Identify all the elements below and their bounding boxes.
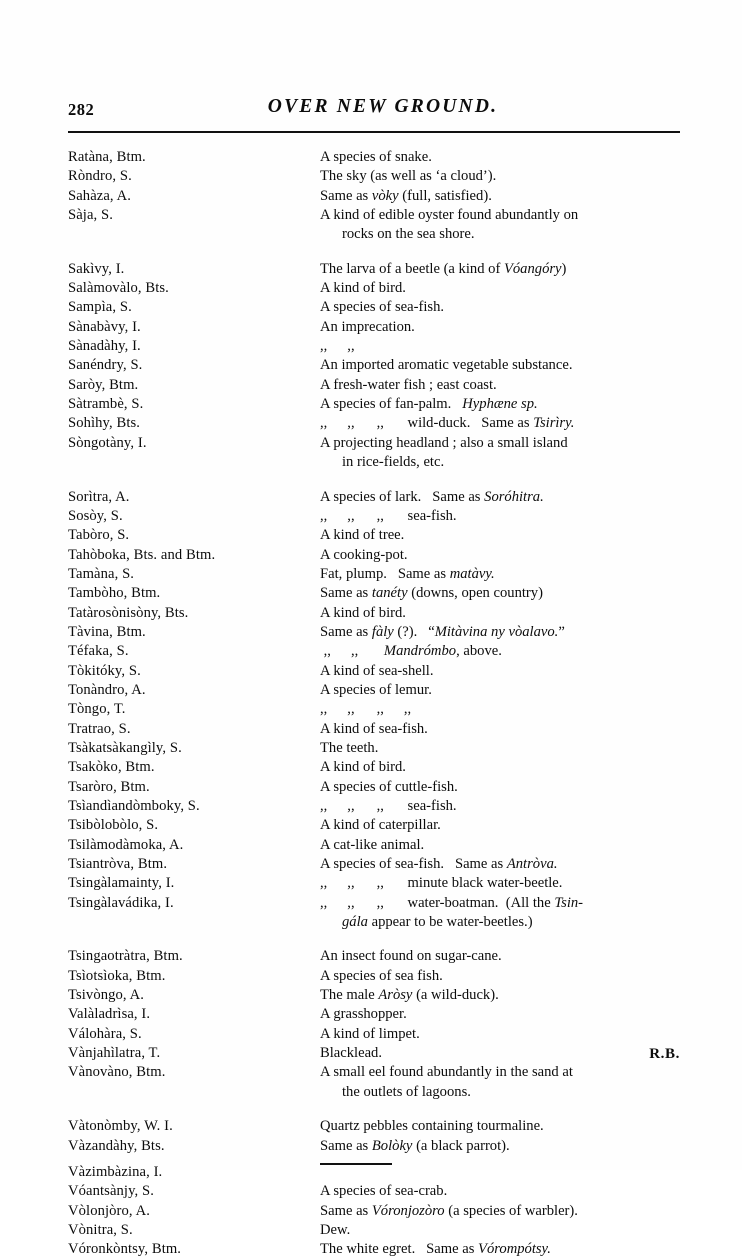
entry-headword: Sohìhy, Bts. (68, 415, 141, 432)
entry-definition: Same as Vóronjozòro (a species of warbler). (320, 1202, 578, 1219)
glossary-entry (68, 604, 684, 623)
entry-definition: A projecting headland ; also a small island in rice-fields, etc. (320, 434, 568, 471)
section-divider-rule (320, 1163, 392, 1165)
entry-definition: A cooking-pot. (320, 546, 408, 563)
entry-headword: Sàtrambè, S. (68, 396, 144, 413)
glossary-entry (68, 1221, 684, 1240)
entry-definition: A species of fan-palm. Hyphæne sp. (320, 396, 538, 413)
entry-definition: A species of snake. (320, 149, 432, 165)
header-rule (68, 131, 680, 133)
entry-headword: Valàladrìsa, I. (68, 1006, 151, 1023)
entry-definition: A kind of limpet. (320, 1025, 420, 1042)
glossary-entry (68, 986, 684, 1005)
entry-headword: Tsilàmodàmoka, A. (68, 836, 184, 853)
entry-definition: A kind of bird. (320, 280, 406, 297)
glossary-entry (68, 565, 684, 584)
entry-headword: Vàzimbàzina, I. (68, 1163, 163, 1180)
glossary-entry (68, 720, 684, 739)
glossary-entry (68, 967, 684, 986)
glossary-entry (68, 1240, 684, 1259)
running-head (68, 96, 680, 122)
glossary-entry (68, 874, 684, 893)
entry-headword: Tòkitóky, S. (68, 662, 141, 679)
entry-headword: Vàtonòmby, W. I. (68, 1118, 173, 1135)
entry-definition: A kind of sea-fish. (320, 720, 428, 737)
entry-definition: The male Aròsy (a wild-duck). (320, 987, 499, 1004)
entry-definition: ,, ,, Mandrómbo, above. (320, 643, 502, 660)
entry-definition: The white egret. Same as Vórompótsy. (320, 1241, 551, 1258)
author-initials-signature: R.B. (649, 1046, 680, 1062)
glossary-entry (68, 167, 684, 186)
entry-headword: Tsàkatsàkangìly, S. (68, 739, 182, 756)
entry-headword: Tsingàlamainty, I. (68, 875, 175, 892)
entry-headword: Sahàza, A. (68, 187, 132, 204)
glossary-entry (68, 395, 684, 414)
entry-definition: A species of sea-crab. (320, 1183, 448, 1200)
entry-headword: Sànabàvy, I. (68, 318, 141, 335)
entry-definition: A kind of sea-shell. (320, 662, 434, 679)
glossary-entry (68, 1202, 684, 1221)
entry-headword: Válohàra, S. (68, 1025, 142, 1042)
entry-definition: The sky (as well as ‘a cloud’). (320, 168, 497, 185)
entry-definition: Same as tanéty (downs, open country) (320, 585, 543, 602)
glossary-entry (68, 434, 684, 473)
entry-definition: A kind of caterpillar. (320, 817, 441, 834)
entry-definition: A kind of bird. (320, 759, 406, 776)
page-folio-number: 282 (68, 100, 95, 119)
entry-headword: Vòlonjòro, A. (68, 1202, 150, 1219)
glossary-entry (68, 584, 684, 603)
entry-headword: Tsibòlobòlo, S. (68, 817, 159, 834)
entry-headword: Salàmovàlo, Bts. (68, 280, 169, 297)
glossary-entry (68, 700, 684, 719)
entry-headword: Vànjahìlatra, T. (68, 1045, 161, 1062)
glossary-entry (68, 1117, 684, 1136)
glossary-entry (68, 1005, 684, 1024)
entry-definition (320, 1163, 684, 1165)
entry-headword: Sòngotàny, I. (68, 434, 147, 451)
entry-definition: The teeth. (320, 739, 379, 756)
entry-headword: Tsingàlavádika, I. (68, 894, 174, 911)
entry-definition: An insect found on sugar-cane. (320, 948, 502, 965)
glossary-entry (68, 546, 684, 565)
entry-headword: Tsakòko, Btm. (68, 759, 155, 776)
entry-headword: Tsìandìandòmboky, S. (68, 798, 200, 814)
entry-definition: A kind of tree. (320, 527, 405, 544)
entry-definition: A small eel found abundantly in the sand at the outlets of lagoons. (320, 1064, 573, 1100)
glossary-entry-list (68, 148, 684, 1260)
glossary-entry (68, 1182, 684, 1201)
glossary-entry (68, 778, 684, 797)
glossary-entry (68, 414, 684, 433)
glossary-entry (68, 206, 684, 245)
entry-definition: Quartz pebbles containing tourmaline. (320, 1118, 544, 1135)
glossary-entry (68, 662, 684, 681)
entry-headword: Vàzandàhy, Bts. (68, 1137, 165, 1154)
entry-headword: Tàvina, Btm. (68, 623, 146, 640)
entry-headword: Vóronkòntsy, Btm. (68, 1241, 182, 1258)
entry-definition: A species of sea-fish. (320, 299, 445, 316)
glossary-entry (68, 148, 684, 167)
entry-headword: Tahòboka, Bts. and Btm. (68, 546, 216, 563)
entry-definition: A cat-like animal. (320, 836, 425, 853)
glossary-entry (68, 836, 684, 855)
entry-definition: An imported aromatic vegetable substance. (320, 357, 573, 374)
glossary-entry (68, 376, 684, 395)
glossary-entry (68, 298, 684, 317)
entry-definition: ,, ,, ,, sea-fish. (320, 507, 457, 524)
glossary-entry (68, 1137, 684, 1156)
glossary-entry (68, 623, 684, 642)
entry-headword: Vóantsànjy, S. (68, 1183, 154, 1200)
entry-definition: ,, ,, ,, wild-duck. Same as Tsirìry. (320, 415, 575, 432)
glossary-entry (68, 1025, 684, 1044)
entry-definition: The larva of a beetle (a kind of Vóangóry) (320, 260, 567, 277)
entry-definition: Dew. (320, 1221, 351, 1238)
entry-headword: Sakìvy, I. (68, 260, 125, 277)
entry-definition: A species of sea fish. (320, 967, 443, 984)
glossary-entry (68, 279, 684, 298)
entry-headword: Tsivòngo, A. (68, 987, 144, 1004)
glossary-entry (68, 1044, 684, 1063)
entry-headword: Saròy, Btm. (68, 376, 139, 393)
entry-headword: Sosòy, S. (68, 507, 123, 524)
entry-headword: Tambòho, Btm. (68, 585, 161, 602)
entry-definition: Blacklead. (320, 1045, 382, 1062)
entry-definition: ,, ,, ,, ,, (320, 701, 412, 718)
glossary-entry (68, 318, 684, 337)
entry-headword: Ratàna, Btm. (68, 149, 146, 165)
entry-headword: Ròndro, S. (68, 168, 132, 185)
entry-headword: Tatàrosònisòny, Bts. (68, 604, 189, 621)
entry-definition: ,, ,, (320, 338, 355, 355)
glossary-entry (68, 507, 684, 526)
glossary-entry (68, 337, 684, 356)
entry-definition: A kind of edible oyster found abundantly on rocks on the sea shore. (320, 207, 579, 243)
entry-definition: Same as vòky (full, satisfied). (320, 187, 492, 204)
glossary-entry (68, 947, 684, 966)
glossary-entry (68, 739, 684, 758)
entry-headword: Vònitra, S. (68, 1221, 133, 1238)
entry-headword: Vànovàno, Btm. (68, 1064, 166, 1081)
entry-definition: ,, ,, ,, minute black water-beetle. (320, 875, 563, 892)
entry-definition: A kind of bird. (320, 604, 406, 621)
glossary-entry (68, 488, 684, 507)
glossary-entry (68, 356, 684, 375)
entry-definition: Fat, plump. Same as matàvy. (320, 565, 495, 582)
entry-definition: A fresh-water fish ; east coast. (320, 376, 497, 393)
entry-definition: A species of lark. Same as Soróhitra. (320, 488, 544, 505)
glossary-entry (68, 797, 684, 816)
running-title: OVER NEW GROUND. (267, 96, 499, 117)
glossary-entry (68, 894, 684, 933)
entry-headword: Tsiantròva, Btm. (68, 856, 168, 873)
glossary-entry (68, 260, 684, 279)
entry-definition: ,, ,, ,, sea-fish. (320, 798, 457, 814)
entry-definition: An imprecation. (320, 318, 415, 335)
entry-headword: Sànadàhy, I. (68, 338, 141, 355)
entry-definition: A species of cuttle-fish. (320, 778, 458, 795)
entry-headword: Sàja, S. (68, 207, 113, 224)
glossary-entry (68, 758, 684, 777)
entry-headword: Tsingaotràtra, Btm. (68, 948, 183, 965)
entry-headword: Tòngo, T. (68, 701, 126, 718)
entry-definition: A species of lemur. (320, 681, 432, 698)
entry-headword: Tamàna, S. (68, 565, 135, 582)
entry-headword: Tonàndro, A. (68, 681, 146, 698)
entry-headword: Sanéndry, S. (68, 357, 143, 374)
entry-definition: A grasshopper. (320, 1006, 407, 1023)
entry-headword: Tabòro, S. (68, 527, 130, 544)
entry-headword: Téfaka, S. (68, 643, 129, 660)
glossary-entry (68, 816, 684, 835)
glossary-entry (68, 642, 684, 661)
entry-definition: Same as Bolòky (a black parrot). (320, 1137, 510, 1154)
glossary-entry (68, 187, 684, 206)
entry-headword: Sampìa, S. (68, 299, 132, 316)
glossary-entry (68, 681, 684, 700)
entry-headword: Sorìtra, A. (68, 488, 130, 505)
glossary-entry (68, 1163, 684, 1182)
entry-definition: A species of sea-fish. Same as Antròva. (320, 856, 558, 873)
entry-definition: ,, ,, ,, water-boatman. (All the Tsin- gála appear to be water-beetles.) (320, 894, 584, 931)
entry-definition: Same as fàly (?). “Mitàvina ny vòalavo.” (320, 623, 565, 640)
entry-headword: Tratrao, S. (68, 720, 131, 737)
entry-headword: Tsaròro, Btm. (68, 778, 150, 795)
glossary-entry (68, 855, 684, 874)
glossary-entry (68, 1063, 684, 1102)
entry-headword: Tsìotsìoka, Btm. (68, 967, 166, 984)
glossary-entry (68, 526, 684, 545)
